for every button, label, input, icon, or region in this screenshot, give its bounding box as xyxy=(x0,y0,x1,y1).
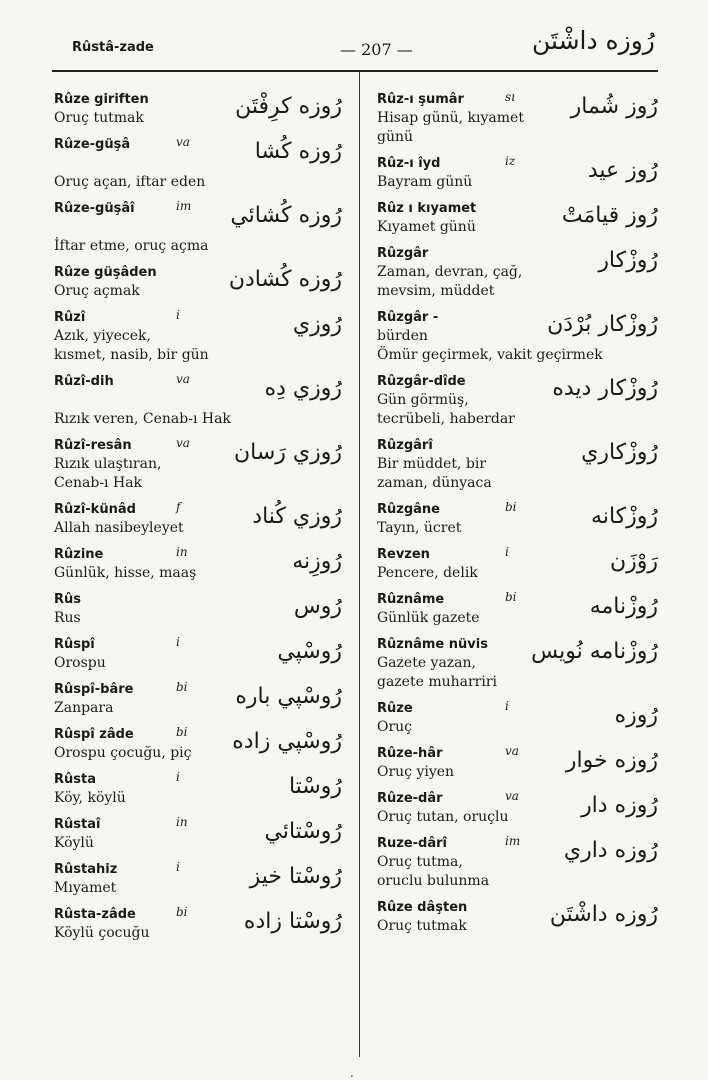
entry-ottoman-script: رُوسْتا زاده xyxy=(243,909,342,934)
entry-definition-line: oruclu bulunma xyxy=(377,873,490,889)
dictionary-entry xyxy=(377,635,660,692)
dictionary-entry xyxy=(54,372,344,429)
dictionary-entry xyxy=(54,436,344,493)
entry-definition-line: zaman, dünyaca xyxy=(377,475,492,491)
entry-definition-line: Mıyamet xyxy=(54,880,117,896)
entry-ottoman-script: رُوسْپي زاده xyxy=(232,729,342,754)
entry-part-of-speech: bi xyxy=(505,590,517,604)
dictionary-entry xyxy=(54,545,344,583)
entry-ottoman-script: رُوزْكار xyxy=(598,248,658,273)
entry-ottoman-script: رُوزْكاري xyxy=(581,440,658,465)
entry-ottoman-script: رُوزه كُشائي xyxy=(230,203,342,228)
entry-headword: Rûze-güşâ xyxy=(54,137,131,152)
entry-definition-line: Rızık veren, Cenab-ı Hak xyxy=(54,411,231,427)
entry-part-of-speech: va xyxy=(176,372,190,386)
entry-definition-line: Köylü çocuğu xyxy=(54,925,150,941)
dictionary-entry xyxy=(377,789,660,827)
entry-definition-line: Orospu xyxy=(54,655,106,671)
column-divider xyxy=(359,72,360,1057)
dictionary-entry xyxy=(377,436,660,493)
dictionary-entry xyxy=(377,154,660,192)
entry-ottoman-script: رُوزه كرِفْتَن xyxy=(235,94,342,119)
entry-definition-line: Hisap günü, kıyamet xyxy=(377,110,524,126)
dictionary-entry xyxy=(54,308,344,365)
entry-headword: Rûze giriften xyxy=(54,92,149,107)
entry-ottoman-script: رُوسْتا xyxy=(288,774,342,799)
entry-ottoman-script: رُوزْنامه نُويس xyxy=(531,639,658,664)
entry-definition-line: Pencere, delik xyxy=(377,565,478,581)
entry-ottoman-script: رُوسْتا خيز xyxy=(249,864,342,889)
entry-headword: Rûze xyxy=(377,701,413,716)
entry-ottoman-script: رُوزه داشْتَن xyxy=(549,902,658,927)
entry-headword: Rûz-ı îyd xyxy=(377,156,441,171)
entry-headword: Rûzgârî xyxy=(377,438,433,453)
entry-definition-line: Zaman, devran, çağ, xyxy=(377,264,523,280)
entry-definition-line: Bir müddet, bir xyxy=(377,456,487,472)
entry-definition-line: kısmet, nasib, bir gün xyxy=(54,347,209,363)
entry-definition-line: Oruç açan, iftar eden xyxy=(54,174,206,190)
entry-headword: Rûsta-zâde xyxy=(54,907,136,922)
entry-definition-line: mevsim, müddet xyxy=(377,283,495,299)
entry-definition-line: Günlük gazete xyxy=(377,610,480,626)
running-head-right: رُوزه داشْتَن xyxy=(532,26,655,55)
dictionary-entry xyxy=(54,815,344,853)
entry-definition-line: Oruç tutmak xyxy=(54,110,144,126)
entry-definition-line: gazete muharriri xyxy=(377,674,498,690)
entry-ottoman-script: رُوزِنه xyxy=(292,549,342,574)
entry-part-of-speech: va xyxy=(505,789,519,803)
dictionary-entry xyxy=(377,372,660,429)
entry-ottoman-script: رُوزي xyxy=(292,312,342,337)
entry-part-of-speech: in xyxy=(176,815,188,829)
entry-headword: Rûs xyxy=(54,592,82,607)
dictionary-entry xyxy=(54,199,344,256)
dictionary-entry xyxy=(54,635,344,673)
entry-headword: Rûzine xyxy=(54,547,104,562)
entry-ottoman-script: رُوزه xyxy=(614,703,658,728)
entry-headword: Rûz ı kıyamet xyxy=(377,201,477,216)
dictionary-entry xyxy=(377,744,660,782)
entry-part-of-speech: i xyxy=(176,635,180,649)
entry-definition-line: Köylü xyxy=(54,835,94,851)
entry-ottoman-script: رُوسْپي xyxy=(277,639,342,664)
entry-ottoman-script: رُوس xyxy=(293,594,342,619)
entry-definition-line: Oruç tutan, oruçlu xyxy=(377,809,509,825)
dictionary-entry xyxy=(377,500,660,538)
entry-headword: Ruze-dârî xyxy=(377,836,447,851)
dictionary-entry xyxy=(377,834,660,891)
entry-definition-line: Tayın, ücret xyxy=(377,520,462,536)
entry-definition-line: Zanpara xyxy=(54,700,114,716)
entry-definition-line: Cenab-ı Hak xyxy=(54,475,143,491)
dictionary-entry xyxy=(54,500,344,538)
entry-headword: Rûz-ı şumâr xyxy=(377,92,464,107)
entry-definition-line: Kıyamet günü xyxy=(377,219,476,235)
dictionary-entry xyxy=(54,90,344,128)
dictionary-entry xyxy=(54,590,344,628)
dictionary-entry xyxy=(54,905,344,943)
entry-headword: Rûzî-künâd xyxy=(54,502,136,517)
entry-ottoman-script: رُوزْكار بُرْدَن xyxy=(547,312,658,337)
right-column xyxy=(377,90,660,943)
entry-ottoman-script: رُوزه دار xyxy=(581,793,658,818)
entry-ottoman-script: رُوزه كُشادن xyxy=(228,267,342,292)
dictionary-entry xyxy=(54,135,344,192)
entry-definition-line: Rızık ulaştıran, xyxy=(54,456,162,472)
entry-ottoman-script: رُوزْكانه xyxy=(591,504,658,529)
header-rule xyxy=(52,70,658,72)
entry-ottoman-script: رُوزي رَسان xyxy=(233,440,342,465)
entry-headword: Rûzgâr xyxy=(377,246,429,261)
entry-ottoman-script: رُوزي كُناد xyxy=(252,504,342,529)
entry-part-of-speech: bi xyxy=(505,500,517,514)
entry-ottoman-script: رُوزه خوار xyxy=(565,748,658,773)
entry-ottoman-script: رُوز شُمار xyxy=(570,94,658,119)
entry-ottoman-script: رُوزه داري xyxy=(563,838,658,863)
entry-definition-line: Gazete yazan, xyxy=(377,655,476,671)
entry-definition-line: İftar etme, oruç açma xyxy=(54,238,209,254)
entry-part-of-speech: i xyxy=(505,699,509,713)
entry-definition-line: bürden xyxy=(377,328,428,344)
entry-definition-line: Oruç tutma, xyxy=(377,854,463,870)
entry-ottoman-script: رُوسْتائي xyxy=(264,819,342,844)
entry-definition-line: günü xyxy=(377,129,414,145)
entry-ottoman-script: رُوزْنامه xyxy=(589,594,658,619)
entry-ottoman-script: رُوزه كُشا xyxy=(254,139,342,164)
entry-headword: Rûze-hâr xyxy=(377,746,443,761)
entry-part-of-speech: sı xyxy=(505,90,515,104)
entry-definition-line: Günlük, hisse, maaş xyxy=(54,565,197,581)
entry-definition-line: Köy, köylü xyxy=(54,790,126,806)
entry-definition-line: Azık, yiyecek, xyxy=(54,328,151,344)
entry-definition-line: Allah nasibeyleyet xyxy=(54,520,184,536)
entry-definition-line: Oruç yiyen xyxy=(377,764,455,780)
dictionary-entry xyxy=(377,90,660,147)
entry-headword: Rûze güşâden xyxy=(54,265,157,280)
entry-headword: Rûsta xyxy=(54,772,96,787)
dictionary-entry xyxy=(54,860,344,898)
entry-headword: Rûstahiz xyxy=(54,862,118,877)
entry-definition-line: Rus xyxy=(54,610,81,626)
entry-headword: Rûspî xyxy=(54,637,95,652)
entry-ottoman-script: رُوزي دِه xyxy=(264,376,342,401)
dictionary-entry xyxy=(377,308,660,365)
entry-part-of-speech: i xyxy=(176,308,180,322)
entry-headword: Rûzgâr-dîde xyxy=(377,374,466,389)
entry-headword: Rûze-dâr xyxy=(377,791,443,806)
entry-headword: Rûze-güşâî xyxy=(54,201,135,216)
entry-definition-line: Oruç tutmak xyxy=(377,918,467,934)
page-number: — 207 — xyxy=(340,40,413,59)
entry-headword: Rûze dâşten xyxy=(377,900,468,915)
entry-part-of-speech: i xyxy=(176,770,180,784)
entry-headword: Rûznâme xyxy=(377,592,445,607)
entry-definition-line: Ömür geçirmek, vakit geçirmek xyxy=(377,347,603,363)
dictionary-entry xyxy=(54,770,344,808)
dictionary-entry xyxy=(377,898,660,936)
dictionary-entry xyxy=(377,590,660,628)
entry-part-of-speech: f xyxy=(176,500,181,514)
dictionary-entry xyxy=(54,263,344,301)
entry-part-of-speech: im xyxy=(505,834,521,848)
entry-headword: Rûzî-resân xyxy=(54,438,132,453)
entry-part-of-speech: va xyxy=(505,744,519,758)
footer-mark: . xyxy=(350,1066,354,1080)
dictionary-entry xyxy=(377,199,660,237)
entry-definition-line: Orospu çocuğu, piç xyxy=(54,745,192,761)
entry-definition-line: Oruç açmak xyxy=(54,283,140,299)
entry-part-of-speech: bi xyxy=(176,905,188,919)
entry-headword: Rûzgâne xyxy=(377,502,440,517)
entry-definition-line: Bayram günü xyxy=(377,174,473,190)
entry-headword: Rûspî-bâre xyxy=(54,682,134,697)
entry-headword: Rûspî zâde xyxy=(54,727,134,742)
dictionary-entry xyxy=(54,680,344,718)
entry-definition-line: tecrübeli, haberdar xyxy=(377,411,515,427)
entry-part-of-speech: iz xyxy=(505,154,516,168)
running-head-left: Rûstâ-zade xyxy=(72,40,154,55)
entry-headword: Rûzgâr - xyxy=(377,310,439,325)
dictionary-entry xyxy=(377,545,660,583)
entry-part-of-speech: i xyxy=(505,545,509,559)
entry-ottoman-script: رَوْزَن xyxy=(609,549,658,574)
entry-part-of-speech: va xyxy=(176,135,190,149)
entry-definition-line: Gün görmüş, xyxy=(377,392,469,408)
entry-headword: Rûzî xyxy=(54,310,86,325)
entry-part-of-speech: im xyxy=(176,199,192,213)
left-column xyxy=(54,90,344,950)
dictionary-entry xyxy=(377,699,660,737)
dictionary-entry xyxy=(54,725,344,763)
entry-definition-line: Oruç xyxy=(377,719,413,735)
entry-part-of-speech: in xyxy=(176,545,188,559)
entry-headword: Rûznâme nüvis xyxy=(377,637,488,652)
entry-headword: Revzen xyxy=(377,547,430,562)
entry-ottoman-script: رُوز عيد xyxy=(587,158,658,183)
entry-part-of-speech: bi xyxy=(176,725,188,739)
entry-headword: Rûzî-dih xyxy=(54,374,114,389)
entry-part-of-speech: bi xyxy=(176,680,188,694)
dictionary-entry xyxy=(377,244,660,301)
entry-ottoman-script: رُوسْپي باره xyxy=(235,684,342,709)
entry-ottoman-script: رُوزْكار ديده xyxy=(552,376,658,401)
entry-ottoman-script: رُوز قيامَتْ xyxy=(561,203,658,228)
entry-part-of-speech: va xyxy=(176,436,190,450)
entry-headword: Rûstaî xyxy=(54,817,101,832)
entry-part-of-speech: i xyxy=(176,860,180,874)
